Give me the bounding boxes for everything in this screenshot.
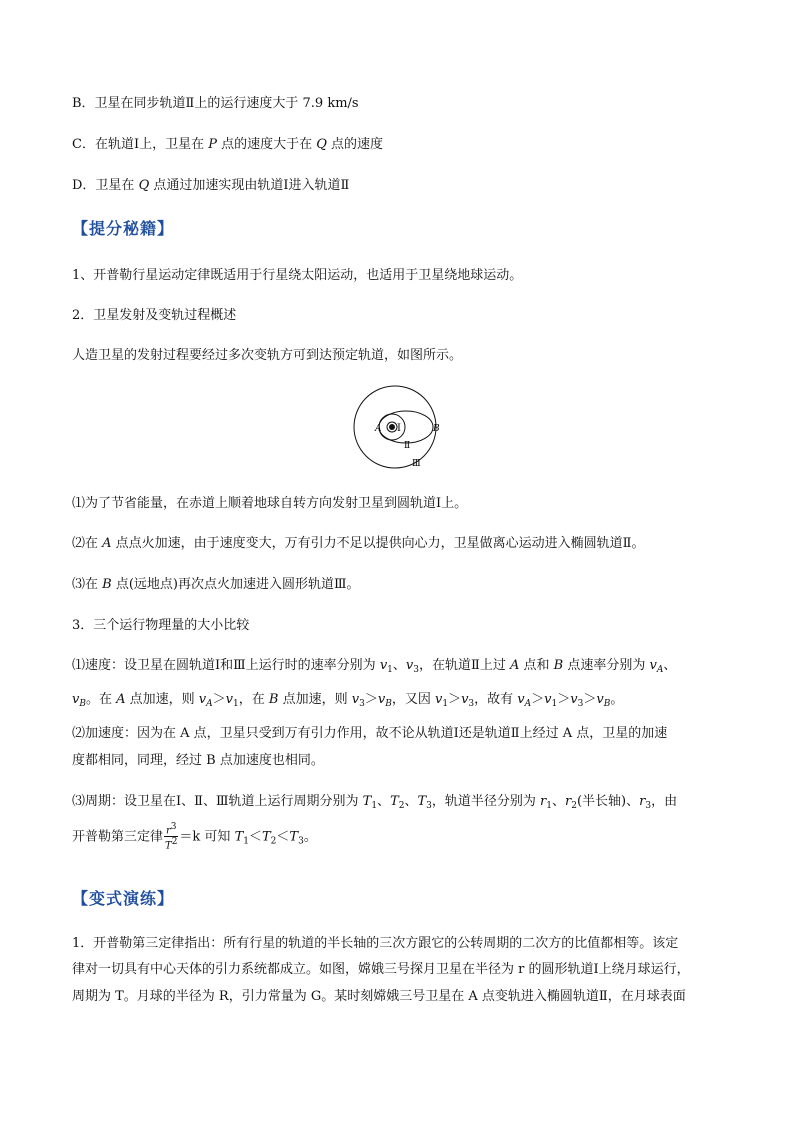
step-3: ⑶在 B 点(远地点)再次点火加速进入圆形轨道Ⅲ。 <box>72 577 360 592</box>
compare-period-1: ⑶周期：设卫星在Ⅰ、Ⅱ、Ⅲ轨道上运行周期分别为 $T_1$、$T_2$、$T_3$，轨道半径分别为 $r_1$、$r_2$(半长轴)、$r_3$，由 <box>72 794 678 811</box>
tip-2-title: 2．卫星发射及变轨过程概述 <box>72 308 237 323</box>
orbit-diagram <box>352 382 448 470</box>
label-orbit-3: Ⅲ <box>412 459 421 469</box>
compare-accel-2: 度都相同，同理，经过 B 点加速度也相同。 <box>72 753 324 768</box>
earth-icon <box>389 424 395 430</box>
practice-line-3: 周期为 T。月球的半径为 R，引力常量为 G。某时刻嫦娥三号卫星在 A 点变轨进入椭圆轨道Ⅱ，在月球表面 <box>72 989 686 1004</box>
tip-1: 1、开普勒行星运动定律既适用于行星绕太阳运动，也适用于卫星绕地球运动。 <box>72 268 523 283</box>
practice-line-1: 1．开普勒第三定律指出：所有行星的轨道的半长轴的三次方跟它的公转周期的二次方的比值都相等。该定 <box>72 936 679 951</box>
tip-2-intro: 人造卫星的发射过程要经过多次变轨方可到达预定轨道，如图所示。 <box>72 348 463 363</box>
step-1: ⑴为了节省能量，在赤道上顺着地球自转方向发射卫星到圆轨道Ⅰ上。 <box>72 496 468 511</box>
label-b: B <box>433 424 440 434</box>
label-a: A <box>375 424 382 434</box>
label-orbit-2: Ⅱ <box>404 441 411 451</box>
option-d: D．卫星在 Q 点通过加速实现由轨道Ⅰ进入轨道Ⅱ <box>72 178 350 193</box>
compare-period-2: 开普勒第三定律 $\frac{r^3}{T^2}$ ＝k 可知 $T_1<T_2<T_3$。 <box>72 822 317 852</box>
option-c: C．在轨道Ⅰ上，卫星在 P 点的速度大于在 Q 点的速度 <box>72 137 384 152</box>
practice-line-2: 律对一切具有中心天体的引力系统都成立。如图，嫦娥三号探月卫星在半径为 r 的圆形轨道Ⅰ上绕月球运行， <box>72 962 690 977</box>
compare-title: 3．三个运行物理量的大小比较 <box>72 618 250 633</box>
label-orbit-1: Ⅰ <box>397 423 401 434</box>
compare-accel-1: ⑵加速度：因为在 A 点，卫星只受到万有引力作用，故不论从轨道Ⅰ还是轨道Ⅱ上经过 A 点，卫星的加速 <box>72 726 668 741</box>
step-2: ⑵在 A 点点火加速，由于速度变大，万有引力不足以提供向心力，卫星做离心运动进入椭圆轨道Ⅱ。 <box>72 536 645 551</box>
option-b: B．卫星在同步轨道Ⅱ上的运行速度大于 7.9 km/s <box>72 96 359 111</box>
section-header-tips: 【提分秘籍】 <box>72 219 175 238</box>
compare-speed: ⑴速度：设卫星在圆轨道Ⅰ和Ⅲ上运行时的速率分别为 $v_1$、$v_3$，在轨道Ⅱ上过 A 点和 B 点速率分别为 $v_A$、 $v_B$。在 A 点加速，则 $v_A>v_1$，在 B 点加速，则 $v_3>v_B$，又因 $v_1>v_3$，故有 $v_A>v_1>v_3>v_B$。 <box>72 658 677 709</box>
section-header-practice: 【变式演练】 <box>72 889 175 908</box>
kepler-fraction: $\frac{r^3}{T^2}$ <box>165 822 178 852</box>
